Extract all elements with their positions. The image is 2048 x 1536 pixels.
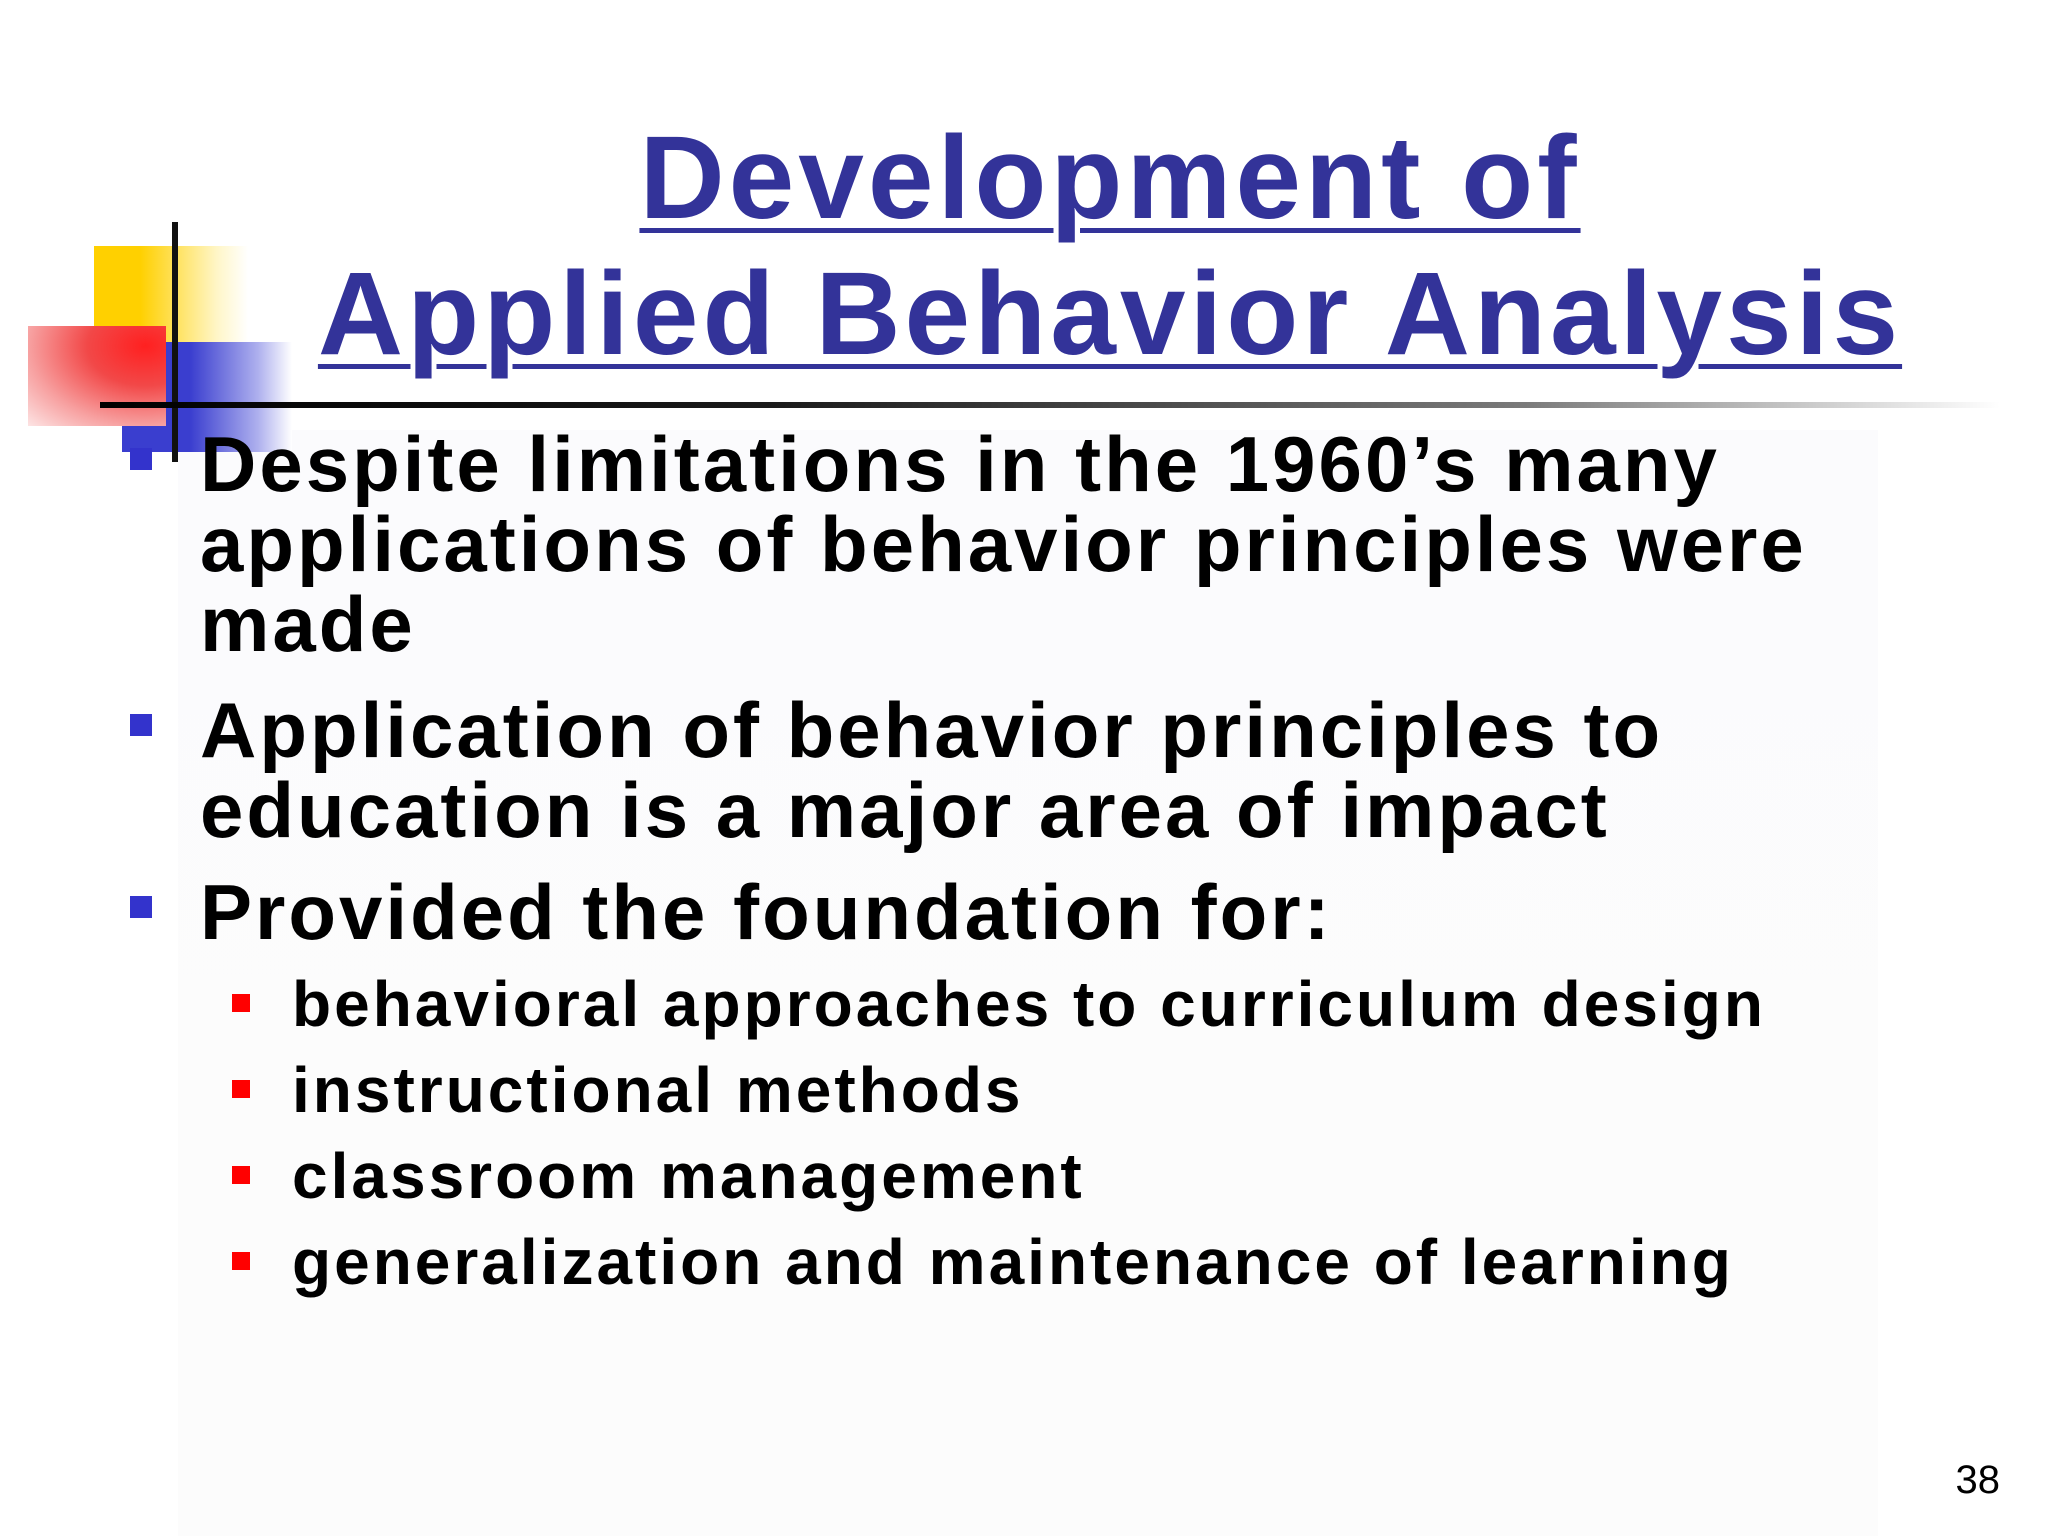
page-number: 38 [1955,1458,2000,1502]
sub-bullet-marker [232,1080,250,1098]
slide-title-line-2: Applied Behavior Analysis [317,248,1903,380]
title-divider-line [100,402,2000,408]
bullet-marker [130,714,152,736]
slide-title [200,110,2020,382]
sub-bullet-marker [232,1252,250,1270]
sub-bullet-marker [232,1166,250,1184]
bullet-text: Application of behavior principles to education is a major area of impact [200,686,1664,854]
decorative-red-square [28,326,166,426]
sub-bullet-text: behavioral approaches to curriculum design [292,968,1766,1040]
decorative-vertical-line [172,222,178,462]
sub-bullet-marker [232,994,250,1012]
bullet-text: Despite limitations in the 1960’s many applications of behavior principles were made [200,420,1807,668]
bullet-marker [130,448,152,470]
slide-title-line-1: Development of [639,112,1581,244]
sub-bullet-text: classroom management [292,1140,1085,1212]
sub-bullet-text: generalization and maintenance of learning [292,1226,1734,1298]
bullet-text: Provided the foundation for: [200,868,1333,956]
sub-bullet-text: instructional methods [292,1054,1024,1126]
bullet-marker [130,896,152,918]
